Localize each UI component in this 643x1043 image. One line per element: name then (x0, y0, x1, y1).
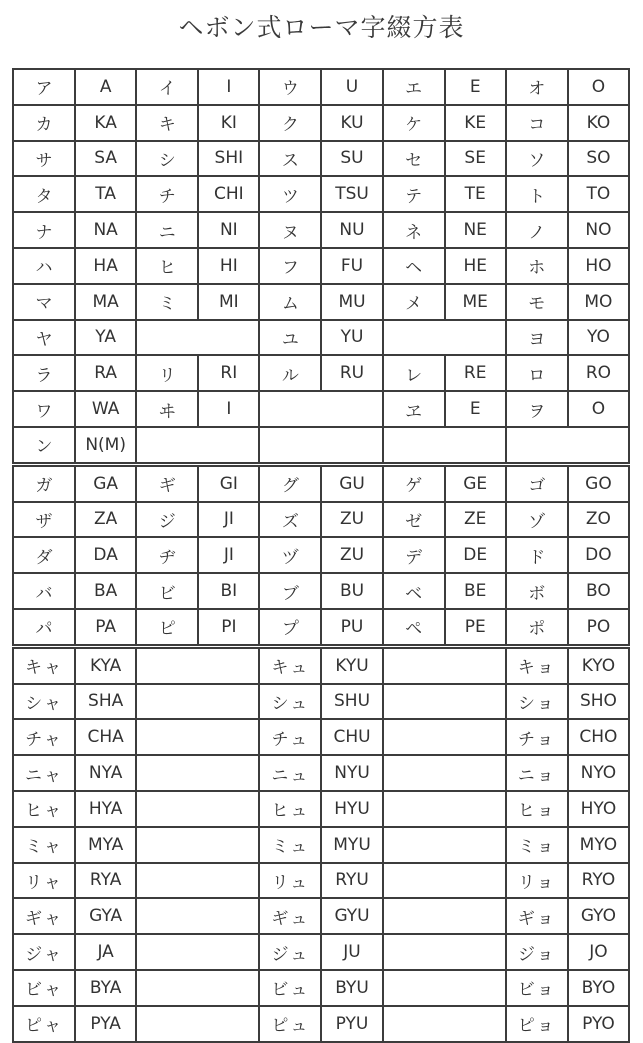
kana-cell: ギュ (259, 898, 321, 934)
romaji-cell: PYU (321, 1006, 382, 1042)
kana-cell: ヰ (136, 391, 198, 427)
romaji-cell: ZA (75, 502, 136, 538)
empty-cell (136, 934, 259, 970)
kana-cell: ロ (506, 355, 568, 391)
romaji-cell: U (321, 69, 382, 105)
kana-cell: ケ (383, 105, 445, 141)
romaji-cell: RYO (568, 863, 629, 899)
kana-cell: ゾ (506, 502, 568, 538)
romaji-cell: SHA (75, 684, 136, 720)
kana-cell: ショ (506, 684, 568, 720)
kana-cell: ソ (506, 141, 568, 177)
table-row (13, 69, 629, 105)
kana-cell: ド (506, 537, 568, 573)
kana-cell: ボ (506, 573, 568, 609)
kana-cell: レ (383, 355, 445, 391)
romaji-cell: MI (198, 284, 259, 320)
table-row (13, 320, 629, 356)
romaji-cell: CHO (568, 719, 629, 755)
romaji-cell: GYO (568, 898, 629, 934)
romaji-cell: TO (568, 176, 629, 212)
kana-cell: コ (506, 105, 568, 141)
romaji-cell: BI (198, 573, 259, 609)
kana-cell: ヱ (383, 391, 445, 427)
kana-cell: キュ (259, 646, 321, 683)
kana-cell: ク (259, 105, 321, 141)
kana-cell: フ (259, 248, 321, 284)
romaji-cell: CHU (321, 719, 382, 755)
romaji-cell: NYU (321, 755, 382, 791)
romaji-cell: JA (75, 934, 136, 970)
romaji-cell: KYO (568, 646, 629, 683)
table-row (13, 646, 629, 683)
romaji-cell: YU (321, 320, 382, 356)
empty-cell (383, 320, 506, 356)
empty-cell (383, 863, 506, 899)
romaji-cell: PU (321, 609, 382, 646)
romaji-cell: WA (75, 391, 136, 427)
romaji-cell: GI (198, 464, 259, 501)
empty-cell (136, 646, 259, 683)
empty-cell (383, 970, 506, 1006)
kana-cell: ジャ (13, 934, 75, 970)
romaji-cell: I (198, 69, 259, 105)
kana-cell: ジョ (506, 934, 568, 970)
kana-cell: シ (136, 141, 198, 177)
kana-cell: ヒャ (13, 791, 75, 827)
romaji-cell: RI (198, 355, 259, 391)
romaji-cell: RO (568, 355, 629, 391)
kana-cell: チョ (506, 719, 568, 755)
table-row (13, 176, 629, 212)
kana-cell: ベ (383, 573, 445, 609)
kana-cell: ル (259, 355, 321, 391)
empty-cell (136, 719, 259, 755)
romaji-cell: SO (568, 141, 629, 177)
romaji-cell: GO (568, 464, 629, 501)
kana-cell: プ (259, 609, 321, 646)
romaji-cell: NA (75, 212, 136, 248)
romaji-cell: SE (445, 141, 506, 177)
romaji-cell: RYA (75, 863, 136, 899)
romaji-cell: DE (445, 537, 506, 573)
empty-cell (383, 791, 506, 827)
kana-cell: チ (136, 176, 198, 212)
kana-cell: ヤ (13, 320, 75, 356)
table-row (13, 791, 629, 827)
kana-cell: ノ (506, 212, 568, 248)
romaji-cell: ZE (445, 502, 506, 538)
empty-cell (136, 427, 259, 464)
kana-cell: ハ (13, 248, 75, 284)
kana-cell: ピャ (13, 1006, 75, 1042)
empty-cell (136, 970, 259, 1006)
romaji-cell: NE (445, 212, 506, 248)
romaji-cell: SHI (198, 141, 259, 177)
kana-cell: チュ (259, 719, 321, 755)
romaji-cell: ZU (321, 502, 382, 538)
table-row (13, 537, 629, 573)
romaji-cell: HYA (75, 791, 136, 827)
empty-cell (136, 898, 259, 934)
kana-cell: ヂ (136, 537, 198, 573)
romaji-cell: BE (445, 573, 506, 609)
romaji-cell: PA (75, 609, 136, 646)
romaji-cell: BO (568, 573, 629, 609)
romaji-cell: RE (445, 355, 506, 391)
kana-cell: ワ (13, 391, 75, 427)
romaji-cell: TE (445, 176, 506, 212)
romaji-cell: MU (321, 284, 382, 320)
kana-cell: バ (13, 573, 75, 609)
empty-cell (136, 827, 259, 863)
kana-cell: ビュ (259, 970, 321, 1006)
table-row (13, 719, 629, 755)
kana-cell: モ (506, 284, 568, 320)
romaji-cell: NO (568, 212, 629, 248)
kana-cell: ペ (383, 609, 445, 646)
empty-cell (506, 427, 629, 464)
table-row (13, 863, 629, 899)
romaji-cell: TSU (321, 176, 382, 212)
romaji-cell: BA (75, 573, 136, 609)
romaji-cell: HO (568, 248, 629, 284)
romaji-cell: PYA (75, 1006, 136, 1042)
romaji-cell: NYA (75, 755, 136, 791)
table-row (13, 573, 629, 609)
kana-cell: ジ (136, 502, 198, 538)
kana-cell: ピ (136, 609, 198, 646)
kana-cell: エ (383, 69, 445, 105)
kana-cell: ユ (259, 320, 321, 356)
kana-cell: ミャ (13, 827, 75, 863)
kana-cell: ミョ (506, 827, 568, 863)
romaji-cell: BYA (75, 970, 136, 1006)
kana-cell: ヘ (383, 248, 445, 284)
romaji-cell: GYU (321, 898, 382, 934)
kana-cell: ニュ (259, 755, 321, 791)
romaji-cell: YO (568, 320, 629, 356)
kana-cell: ヅ (259, 537, 321, 573)
romaji-cell: RYU (321, 863, 382, 899)
romaji-cell: JU (321, 934, 382, 970)
kana-cell: ビョ (506, 970, 568, 1006)
empty-cell (136, 684, 259, 720)
kana-cell: ム (259, 284, 321, 320)
kana-cell: イ (136, 69, 198, 105)
table-row (13, 212, 629, 248)
empty-cell (136, 863, 259, 899)
romaji-cell: SHO (568, 684, 629, 720)
kana-cell: ガ (13, 464, 75, 501)
kana-cell: ナ (13, 212, 75, 248)
romaji-cell: KYA (75, 646, 136, 683)
romaji-cell: SU (321, 141, 382, 177)
table-row (13, 970, 629, 1006)
kana-cell: タ (13, 176, 75, 212)
table-row (13, 502, 629, 538)
kana-cell: ミ (136, 284, 198, 320)
kana-cell: パ (13, 609, 75, 646)
romaji-cell: MYO (568, 827, 629, 863)
table-row (13, 755, 629, 791)
empty-cell (136, 755, 259, 791)
romaji-cell: CHI (198, 176, 259, 212)
kana-cell: リョ (506, 863, 568, 899)
kana-cell: ン (13, 427, 75, 464)
kana-cell: チャ (13, 719, 75, 755)
romaji-cell: RU (321, 355, 382, 391)
romaji-cell: E (445, 391, 506, 427)
table-row (13, 609, 629, 646)
kana-cell: オ (506, 69, 568, 105)
kana-cell: ヒ (136, 248, 198, 284)
kana-cell: ジュ (259, 934, 321, 970)
romaji-cell: MO (568, 284, 629, 320)
kana-cell: ピョ (506, 1006, 568, 1042)
romaji-cell: RA (75, 355, 136, 391)
kana-cell: ゴ (506, 464, 568, 501)
romaji-table-container (12, 68, 630, 1043)
empty-cell (136, 320, 259, 356)
romaji-cell: JI (198, 502, 259, 538)
kana-cell: ミュ (259, 827, 321, 863)
table-row (13, 248, 629, 284)
empty-cell (383, 427, 506, 464)
empty-cell (383, 934, 506, 970)
kana-cell: ビ (136, 573, 198, 609)
kana-cell: ピュ (259, 1006, 321, 1042)
empty-cell (383, 646, 506, 683)
kana-cell: ス (259, 141, 321, 177)
romaji-cell: NYO (568, 755, 629, 791)
kana-cell: ヒョ (506, 791, 568, 827)
romaji-cell: KI (198, 105, 259, 141)
romaji-cell: N(M) (75, 427, 136, 464)
kana-cell: グ (259, 464, 321, 501)
empty-cell (383, 719, 506, 755)
romaji-cell: BYU (321, 970, 382, 1006)
romaji-cell: DA (75, 537, 136, 573)
romaji-cell: BYO (568, 970, 629, 1006)
romaji-cell: GA (75, 464, 136, 501)
romaji-cell: SA (75, 141, 136, 177)
romaji-cell: JI (198, 537, 259, 573)
romaji-cell: I (198, 391, 259, 427)
kana-cell: ネ (383, 212, 445, 248)
table-row (13, 141, 629, 177)
table-row (13, 464, 629, 501)
romaji-cell: E (445, 69, 506, 105)
kana-cell: テ (383, 176, 445, 212)
romaji-cell: O (568, 391, 629, 427)
kana-cell: ギョ (506, 898, 568, 934)
table-row (13, 391, 629, 427)
empty-cell (136, 791, 259, 827)
kana-cell: ア (13, 69, 75, 105)
romaji-cell: HYO (568, 791, 629, 827)
romaji-cell: GYA (75, 898, 136, 934)
kana-cell: ポ (506, 609, 568, 646)
romaji-cell: KE (445, 105, 506, 141)
romaji-cell: NI (198, 212, 259, 248)
kana-cell: キャ (13, 646, 75, 683)
romaji-cell: JO (568, 934, 629, 970)
romaji-cell: ME (445, 284, 506, 320)
kana-cell: ウ (259, 69, 321, 105)
kana-cell: シャ (13, 684, 75, 720)
kana-cell: マ (13, 284, 75, 320)
romaji-cell: ZO (568, 502, 629, 538)
empty-cell (383, 684, 506, 720)
kana-cell: サ (13, 141, 75, 177)
kana-cell: ニャ (13, 755, 75, 791)
kana-cell: ザ (13, 502, 75, 538)
kana-cell: ゲ (383, 464, 445, 501)
kana-cell: ヒュ (259, 791, 321, 827)
empty-cell (259, 427, 382, 464)
kana-cell: ヨ (506, 320, 568, 356)
romaji-cell: CHA (75, 719, 136, 755)
romaji-cell: KYU (321, 646, 382, 683)
kana-cell: ビャ (13, 970, 75, 1006)
kana-cell: シュ (259, 684, 321, 720)
romaji-cell: YA (75, 320, 136, 356)
romaji-cell: HI (198, 248, 259, 284)
romaji-cell: HA (75, 248, 136, 284)
kana-cell: ダ (13, 537, 75, 573)
kana-cell: ブ (259, 573, 321, 609)
table-row (13, 684, 629, 720)
kana-cell: ツ (259, 176, 321, 212)
kana-cell: リ (136, 355, 198, 391)
romaji-cell: KU (321, 105, 382, 141)
table-row (13, 427, 629, 464)
romaji-cell: PO (568, 609, 629, 646)
table-row (13, 898, 629, 934)
romaji-table-body (13, 69, 629, 1042)
kana-cell: カ (13, 105, 75, 141)
kana-cell: ヲ (506, 391, 568, 427)
page-title: ヘボン式ローマ字綴方表 (178, 13, 465, 42)
kana-cell: キ (136, 105, 198, 141)
romaji-cell: SHU (321, 684, 382, 720)
empty-cell (383, 898, 506, 934)
romaji-cell: KA (75, 105, 136, 141)
kana-cell: リャ (13, 863, 75, 899)
table-row (13, 827, 629, 863)
romaji-cell: GE (445, 464, 506, 501)
romaji-cell: MYA (75, 827, 136, 863)
kana-cell: ゼ (383, 502, 445, 538)
romaji-cell: GU (321, 464, 382, 501)
empty-cell (383, 827, 506, 863)
romaji-cell: ZU (321, 537, 382, 573)
kana-cell: リュ (259, 863, 321, 899)
table-row (13, 934, 629, 970)
kana-cell: ラ (13, 355, 75, 391)
kana-cell: ニ (136, 212, 198, 248)
romaji-cell: HYU (321, 791, 382, 827)
table-row (13, 284, 629, 320)
empty-cell (259, 391, 382, 427)
romaji-cell: MA (75, 284, 136, 320)
table-row (13, 105, 629, 141)
kana-cell: キョ (506, 646, 568, 683)
romaji-cell: A (75, 69, 136, 105)
romaji-cell: O (568, 69, 629, 105)
kana-cell: ギ (136, 464, 198, 501)
kana-cell: メ (383, 284, 445, 320)
romaji-cell: TA (75, 176, 136, 212)
empty-cell (383, 755, 506, 791)
romaji-cell: HE (445, 248, 506, 284)
kana-cell: ギャ (13, 898, 75, 934)
romaji-cell: BU (321, 573, 382, 609)
kana-cell: ホ (506, 248, 568, 284)
romaji-cell: PE (445, 609, 506, 646)
kana-cell: ズ (259, 502, 321, 538)
romaji-cell: MYU (321, 827, 382, 863)
table-row (13, 355, 629, 391)
romaji-cell: FU (321, 248, 382, 284)
kana-cell: ニョ (506, 755, 568, 791)
kana-cell: ヌ (259, 212, 321, 248)
romaji-cell: PI (198, 609, 259, 646)
romaji-table (12, 68, 630, 1043)
kana-cell: ト (506, 176, 568, 212)
romaji-cell: KO (568, 105, 629, 141)
romaji-cell: NU (321, 212, 382, 248)
romaji-cell: DO (568, 537, 629, 573)
kana-cell: デ (383, 537, 445, 573)
kana-cell: セ (383, 141, 445, 177)
romaji-cell: PYO (568, 1006, 629, 1042)
